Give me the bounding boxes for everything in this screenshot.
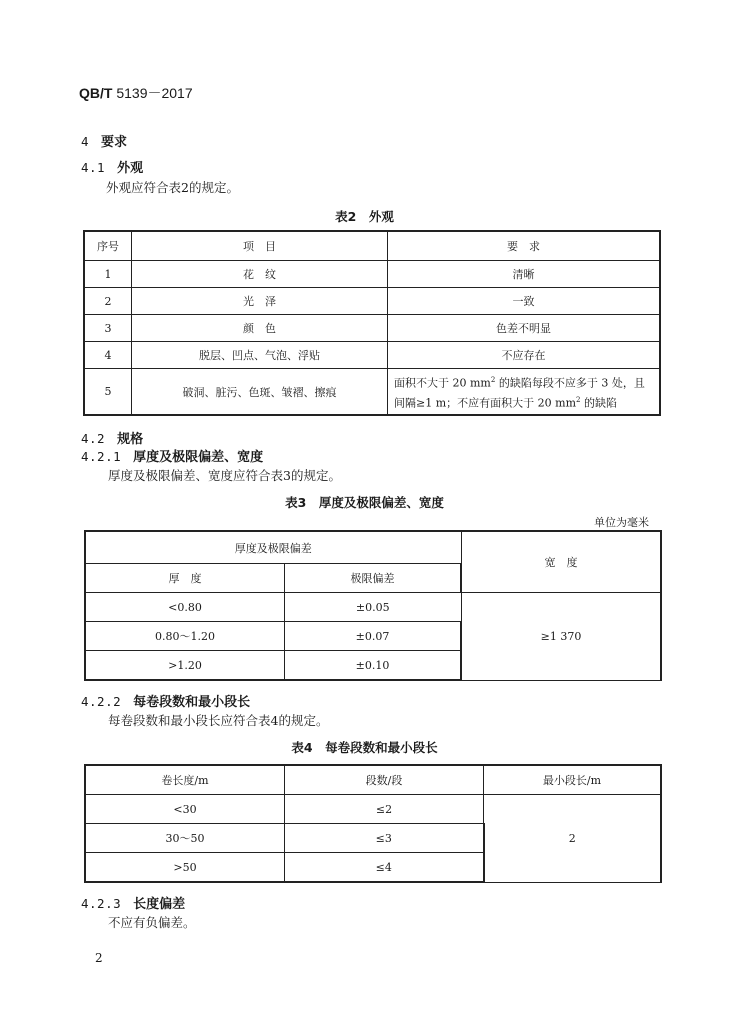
cell-deviation: ±0.07: [285, 622, 462, 651]
table-row: [84, 315, 660, 342]
section-title: 厚度及极限偏差、宽度: [133, 450, 264, 465]
col-header-deviation: 极限偏差: [285, 564, 462, 593]
table4-caption: 表4 每卷段数和最小段长: [291, 740, 438, 755]
section-4-2-2-text: 每卷段数和最小段长应符合表4的规定。: [108, 713, 329, 728]
table-row: [84, 261, 660, 288]
table3-unit: 单位为毫米: [594, 516, 649, 529]
cell-thickness: >1.20: [85, 651, 285, 681]
table4: [84, 764, 662, 883]
cell-no: 5: [84, 369, 132, 416]
section-4-heading: [81, 131, 127, 150]
section-4-2-3-text: 不应有负偏差。: [108, 915, 196, 930]
cell-requirement: 不应存在: [388, 342, 661, 369]
section-4-2-1-text: 厚度及极限偏差、宽度应符合表3的规定。: [108, 468, 341, 483]
section-title: 长度偏差: [133, 897, 186, 912]
section-title: 每卷段数和最小段长: [133, 695, 251, 710]
cell-item: 花 纹: [132, 261, 388, 288]
table2: [83, 230, 661, 416]
table-header-row: [85, 765, 661, 795]
table3: [84, 530, 662, 681]
cell-segments: ≤4: [285, 853, 484, 883]
table-row: [85, 593, 661, 622]
standard-code-prefix: QB/T: [79, 85, 113, 101]
cell-no: 3: [84, 315, 132, 342]
standard-code-number: 5139－2017: [116, 85, 193, 101]
cell-no: 2: [84, 288, 132, 315]
col-header-roll-length: 卷长度/m: [85, 765, 285, 795]
section-number: 4.2.1: [81, 449, 122, 464]
cell-min-length: 2: [484, 795, 662, 883]
cell-deviation: ±0.10: [285, 651, 462, 681]
cell-roll-length: 30～50: [85, 824, 285, 853]
cell-item: 破洞、脏污、色斑、皱褶、擦痕: [132, 369, 388, 416]
table-row: [84, 342, 660, 369]
cell-width: ≥1 370: [461, 593, 661, 681]
cell-item: 颜 色: [132, 315, 388, 342]
col-header-requirement: 要 求: [388, 231, 661, 261]
cell-segments: ≤2: [285, 795, 484, 824]
cell-deviation: ±0.05: [285, 593, 462, 622]
section-4-1-heading: [81, 157, 143, 176]
col-header-width: 宽 度: [461, 531, 661, 593]
cell-thickness: 0.80～1.20: [85, 622, 285, 651]
section-title: 规格: [117, 432, 144, 447]
section-4-2-heading: [81, 428, 143, 447]
cell-requirement: 一致: [388, 288, 661, 315]
table2-caption: 表2 外观: [335, 209, 394, 224]
standard-code: [79, 83, 193, 103]
col-header-segments: 段数/段: [285, 765, 484, 795]
cell-item: 脱层、凹点、气泡、浮贴: [132, 342, 388, 369]
cell-no: 1: [84, 261, 132, 288]
table-row: [84, 369, 660, 416]
section-number: 4.1: [81, 160, 106, 175]
table3-caption: 表3 厚度及极限偏差、宽度: [285, 495, 444, 510]
col-header-thickness-group: 厚度及极限偏差: [85, 531, 461, 564]
cell-requirement: 面积不大于 20 $mm^2$ 的缺陷每段不应多于 3 处，且间隔≥1 m；不应有面积大于 20 $mm^2$ 的缺陷: [388, 369, 661, 416]
cell-requirement: 色差不明显: [388, 315, 661, 342]
col-header-no: 序号: [84, 231, 132, 261]
page-number: 2: [95, 951, 103, 965]
cell-roll-length: <30: [85, 795, 285, 824]
col-header-item: 项 目: [132, 231, 388, 261]
cell-requirement: 清晰: [388, 261, 661, 288]
section-title: 要求: [101, 135, 128, 150]
section-number: 4.2: [81, 431, 106, 446]
section-title: 外观: [117, 161, 144, 176]
section-4-1-text: 外观应符合表2的规定。: [106, 180, 239, 195]
cell-segments: ≤3: [285, 824, 484, 853]
cell-no: 4: [84, 342, 132, 369]
cell-roll-length: >50: [85, 853, 285, 883]
section-4-2-3-heading: [81, 893, 185, 912]
table-row: [84, 288, 660, 315]
section-number: 4: [81, 134, 90, 149]
section-number: 4.2.3: [81, 896, 122, 911]
col-header-min-length: 最小段长/m: [484, 765, 662, 795]
col-header-thickness: 厚 度: [85, 564, 285, 593]
table-row: [85, 795, 661, 824]
table-header-row: [85, 531, 661, 564]
cell-item: 光 泽: [132, 288, 388, 315]
section-number: 4.2.2: [81, 694, 122, 709]
section-4-2-1-heading: [81, 446, 263, 465]
cell-thickness: <0.80: [85, 593, 285, 622]
table-header-row: [84, 231, 660, 261]
section-4-2-2-heading: [81, 691, 250, 710]
